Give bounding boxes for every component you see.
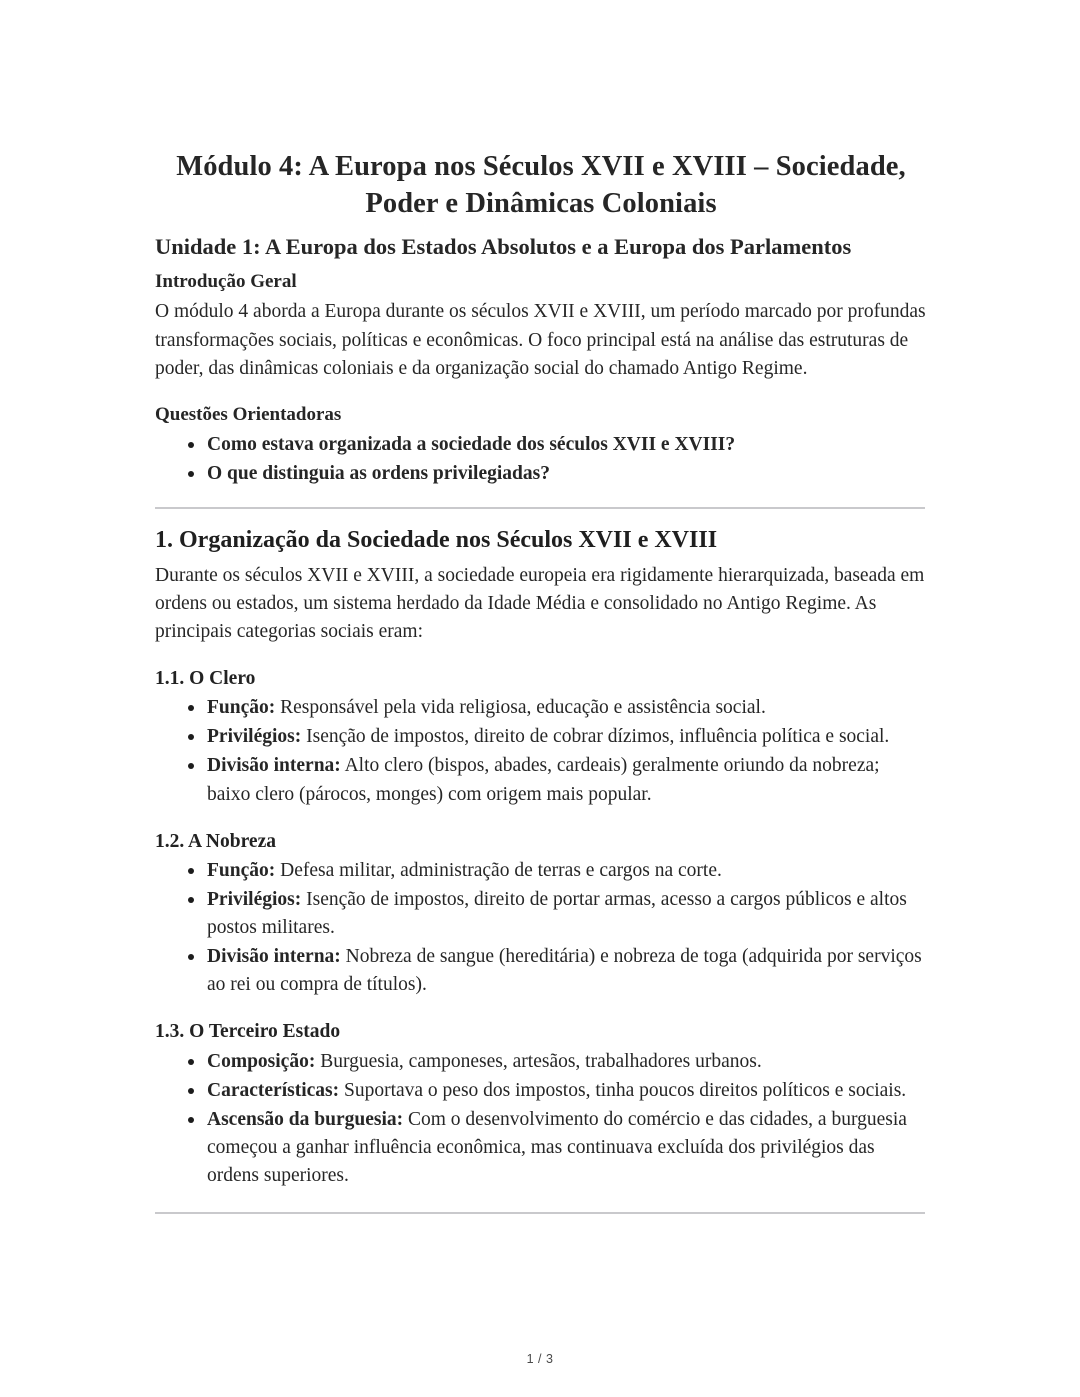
list-item	[155, 723, 927, 751]
list-item	[155, 943, 927, 999]
subsection-1-1-list	[155, 694, 927, 808]
list-item-lead: Divisão interna:	[207, 946, 341, 968]
section-divider-bottom	[155, 1212, 925, 1214]
list-item-text: Burguesia, camponeses, artesãos, trabalhadores urbanos.	[315, 1050, 762, 1072]
list-item	[155, 1077, 927, 1105]
list-item	[155, 694, 927, 722]
list-item-text: Isenção de impostos, direito de portar armas, acesso a cargos públicos e altos postos militares.	[207, 889, 907, 939]
list-item-text: Defesa militar, administração de terras e cargos na corte.	[275, 859, 722, 881]
list-item-lead: Função:	[207, 697, 276, 719]
subsection-1-1-heading: 1.1. O Clero	[155, 667, 256, 689]
subsection-1-3-heading: 1.3. O Terceiro Estado	[155, 1021, 341, 1043]
list-item-lead: Divisão interna:	[207, 755, 341, 777]
intro-paragraph: O módulo 4 aborda a Europa durante os séculos XVII e XVIII, um período marcado por profundas transformações sociais, políticas e econômicas. O foco principal está na análise das estruturas de poder, das dinâmicas coloniais e da organização social do chamado Antigo Regime.	[155, 301, 926, 379]
list-item-text: Isenção de impostos, direito de cobrar dízimos, influência política e social.	[301, 726, 890, 748]
list-item: Como estava organizada a sociedade dos séculos XVII e XVIII?	[155, 431, 927, 459]
list-item-text: Com o desenvolvimento do comércio e das cidades, a burguesia começou a ganhar influência econômica, mas continuava excluída dos privilégios das ordens superiores.	[207, 1108, 907, 1187]
page-indicator: 1 / 3	[526, 1352, 554, 1366]
list-item-text: Responsável pela vida religiosa, educação e assistência social.	[275, 697, 766, 719]
list-item	[155, 886, 927, 942]
list-item-text: Nobreza de sangue (hereditária) e nobreza de toga (adquirida por serviços ao rei ou compra de títulos).	[207, 946, 922, 996]
list-item-lead: Ascensão da burguesia:	[207, 1108, 404, 1130]
intro-heading: Introdução Geral	[155, 270, 297, 292]
page-title: Módulo 4: A Europa nos Séculos XVII e XVIII – Sociedade, Poder e Dinâmicas Coloniais	[176, 151, 906, 220]
list-item-lead: Privilégios:	[207, 726, 302, 748]
section-1-paragraph: Durante os séculos XVII e XVIII, a sociedade europeia era rigidamente hierarquizada, baseada em ordens ou estados, um sistema herdado da Idade Média e consolidado no Antigo Regime. As principais categorias sociais eram:	[155, 564, 925, 642]
list-item-lead: Características:	[207, 1079, 340, 1101]
list-item: O que distinguia as ordens privilegiadas?	[155, 460, 927, 488]
section-1-heading: 1. Organização da Sociedade nos Séculos XVII e XVIII	[155, 526, 718, 553]
list-item	[155, 752, 927, 808]
list-item-lead: Composição:	[207, 1050, 316, 1072]
list-item-lead: Função:	[207, 859, 276, 881]
page-footer	[0, 1352, 1080, 1366]
subsection-1-2-list	[155, 857, 927, 999]
list-item-lead: Privilégios:	[207, 889, 302, 911]
section-divider-top	[155, 507, 925, 509]
subsection-1-3-list	[155, 1048, 927, 1190]
spacer	[155, 385, 927, 403]
list-item	[155, 1048, 927, 1076]
guiding-questions-heading: Questões Orientadoras	[155, 403, 342, 425]
list-item-text: Alto clero (bispos, abades, cardeais) geralmente oriundo da nobreza; baixo clero (párocos, monges) com origem mais popular.	[207, 755, 880, 805]
document-content	[155, 148, 927, 1214]
list-item	[155, 857, 927, 885]
list-item	[155, 1106, 927, 1190]
subsection-1-2-heading: 1.2. A Nobreza	[155, 830, 276, 852]
unit-title: Unidade 1: A Europa dos Estados Absolutos e a Europa dos Parlamentos	[155, 234, 852, 260]
guiding-questions-list	[155, 431, 927, 488]
list-item-text: Suportava o peso dos impostos, tinha poucos direitos políticos e sociais.	[339, 1079, 907, 1101]
